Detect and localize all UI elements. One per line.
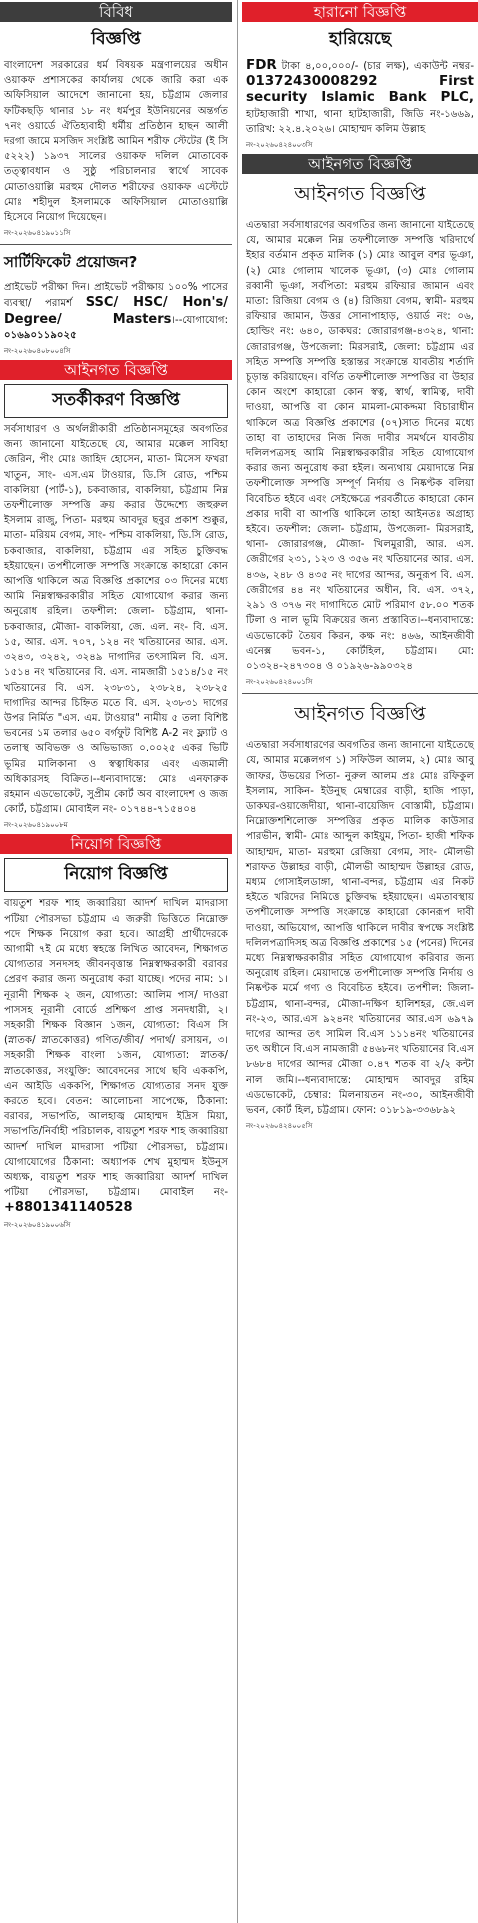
bank-name: First security Islamic Bank PLC, [246,73,474,106]
section-header-job: নিয়োগ বিজ্ঞপ্তি [0,834,232,854]
account-label: একাউন্ট নম্বর- [414,61,474,72]
job-notice [0,834,232,1230]
notice-body: এতদ্বারা সর্বসাধারণের অবগতির জন্য জানানো যাইতেছে যে, আমার মক্কেল নিম্ন তফশীলোক্ত সম্পত্তি খরিদার্থে ইহার বর্তমান প্রকৃত মালিক (১) মোঃ আবুল বশর ভূঞা, (২) মোঃ গোলাম খালেক ভূঞা, (৩) মোঃ গোলাম রব্বানী ভূঞা, সর্বপিতা: মরহুম রফিয়ার জামান এবং মাতা: রিজিয়া বেগম ও (৪) রিজিয়া বেগম, স্বামী- মরহুম রফিয়ার জামান, উত্তর সোনাপাহাড়, ওয়ার্ড নং: ০৬, হোল্ডিং নং: ৬৪০, ডাকঘর: জোরারগঞ্জ-৪৩২৪, থানা: জোরারগঞ্জ, উপজেলা: মিরসরাই, জেলা: চট্টগ্রাম এর সহিত সম্পত্তি সম্পত্তি হস্তান্তর সংক্রান্তে যাবতীয় শর্তাদি চূড়ান্ত করিয়াছেন। বর্ণিত তফশীলোক্ত সম্পত্তির বা উহার কোন অংশে কাহারো কোন স্বত্ব, স্বার্থ, স্বামিত্ব, দাবী দাওয়া, আপত্তি বা কোন মামলা-মোকদ্দমা বিচারাধীন থাকিলে অত্র বিজ্ঞপ্তি প্রকাশের (০৭)সাত দিনের মধ্যে তাহা বা তাহাদের নিজ নিজ দাবীর সমর্থনে যাবতীয় দলিলপত্রসহ আমি নিম্নস্বাক্ষরকারীর সহিত যোগাযোগ করার জন্য অনুরোধ করা হইল। অন্যথায় মেয়াদান্তে নিম্ন তফশীলোক্ত সম্পত্তি সম্পূর্ণ নির্দায় ও নিষ্কণ্টক বলিয়া বিবেচিত হইবে এবং সেইক্ষেত্রে পরবর্তীতে কাহারো কোন প্রকার দাবী বা আপত্তি থাকিলে তাহা আইনতঃ অগ্রাহ্য হইবে। তফশীল: জেলা- চট্টগ্রাম, উপজেলা- মিরসরাই, থানা- জোরারগঞ্জ, মৌজা- খিলমুরারী, আর. এস. জেরীগের ২৩১, ১২৩ ও ৩৫৬ নং খতিয়ানের আর. এস. ৪৩৬, ২৪৮ ও ৪৩৫ নং দাগের আন্দর, অনুরূপ বি. এস. জেরীগের ৪৪ নং খতিয়ানের অধীন, বি. এস. ৩৭২, ২৯১ ও ৩৭৬ নং দাগাদিতে মোট পরিমাণ ৫৮.০০ শতক টিলা ও নাল ভূমি বিক্রয়ের জন্য প্রস্তাবিত।--ধন্যবাদান্তে: এডভোকেট তৈয়ব কিরন, কক্ষ নং: ৪৬৬, আইনজীবী এনেক্স ভবন-১, কোর্টহিল, চট্টগ্রাম। মো: ০১৩২৪-২৪৭৩০৪ ও ০১৯২৬-৯৯০৩২৪ [246,220,474,672]
job-text: বায়তুশ শরফ শাহ জব্বারিয়া আদর্শ দাখিল মাদরাসা পটিয়া পৌরসভা চট্টগ্রাম এ জরুরী ভিত্তিতে নিম্নোক্ত পদে শিক্ষক নিয়োগ করা হবে। আগ্রহী প্রার্থীদেরকে আগামী ৭ই মে মধ্যে স্বহস্তে লিখিত আবেদন, শিক্ষাগত যোগ্যতার সনদসহ জীবনবৃত্তান্ত নিম্নস্বাক্ষরকারী বরাবর প্রেরণ করার জন্য অনুরোধ করা যাচ্ছে। পদের নাম: ১। নূরানী শিক্ষক ২ জন, যোগ্যতা: আলিম পাস/ দাওরা পাসসহ নূরানী বোর্ডে প্রশিক্ষণ প্রাপ্ত সনদধারী, ২। সহকারী শিক্ষক বিজ্ঞান ১জন, যোগ্যতা: বিএস সি (স্নাতক/ স্নাতকোত্তর) গণিত/জীব/ পদার্থ/ রসায়ন, ৩। সহকারী শিক্ষক বাংলা ১জন, যোগ্যতা: স্নাতক/ স্নাতকোত্তর, সংযুক্তি: আবেদনের সাথে ছবি এককপি, এন আইডি এককপি, শিক্ষাগত যোগ্যতার সনদ যুক্ত করতে হবে। বেতন: আলোচনা সাপেক্ষে, ঠিকানা: বরাবর, সভাপতি, আলহাজ্ব মোহাম্মদ ইদ্রিস মিয়া, সভাপতি/নির্বাহী পরিচালক, বায়তুশ শরফ শাহ জব্বারিয়া আদর্শ দাখিল মাদরাসা পটিয়া পৌরসভা, চট্টগ্রাম। যোগাযোগের ঠিকানা: অধ্যাপক শেখ মুহাম্মদ ইউনুস অধ্যক্ষ, বায়তুশ শরফ শাহ জব্বারিয়া আদর্শ দাখিল পটিয়া পৌরসভা, চট্টগ্রাম। মোবাইল নং- [4,898,228,1199]
certificate-ad [0,251,232,357]
section-header-misc: বিবিধ [0,2,232,22]
legal-notice-2 [242,700,478,1132]
notice-ref: নং-২০২৬০৪১৯০০৬সি [4,1220,71,1229]
ad-title: সার্টিফিকেট প্রয়োজন? [4,253,138,272]
left-column [0,0,232,1234]
notice-ref: নং-২০২৬০৪১৯০০৮ম [4,821,68,830]
legal-warning-notice [0,360,232,831]
notice-title: আইনগত বিজ্ঞপ্তি [294,183,426,206]
section-header-legal: আইনগত বিজ্ঞপ্তি [0,360,232,380]
contact-label: ।--যোগাযোগ: [171,314,228,326]
phone-number: +8801341140528 [4,1200,133,1216]
lost-details: হাটহাজারী শাখা, থানা হাটহাজারী, জিডি নং-১৬৬৯, তারিখ: ২২.৪.২০২৬। মোহাম্মদ কলিম উল্লাহ [246,108,474,135]
notice-body [246,58,474,137]
notice-title: সতর্কীকরণ বিজ্ঞপ্তি [4,384,228,418]
fdr-label: FDR [246,57,277,73]
notice-title: হারিয়েছে [328,29,392,49]
notice-title: নিয়োগ বিজ্ঞপ্তি [4,858,228,892]
notice-title: আইনগত বিজ্ঞপ্তি [294,703,426,726]
notice-title: বিজ্ঞপ্তি [91,29,141,49]
notice-body: এতদ্বারা সর্বসাধারণের অবগতির জন্য জানানো যাইতেছে যে, আমার মক্কেলগণ ১) সফিউল আলম, ২) মোঃ আবু জাফর, উভয়ের পিতা- নুরুল আলম প্রঃ মোঃ রফিকুল ইসলাম, সাকিন- ইউনুছ মেম্বারের বাড়ী, হাজি পাড়া, ডাকঘর-ওয়াজেদীয়া, থানা-বায়েজিদ বোস্তামী, চট্টগ্রাম। নিম্নোক্তশশিলোক্ত সম্পত্তির প্রকৃত মালিক কাউসার পারভীন, স্বামী- মোঃ আব্দুল কাইয়ুম, পিতা- হাজী শফিক আহাম্মদ, মাতা- মরহুমা রেজিয়া বেগম, সাং- মৌলভী শরাফত উল্লাহর বাড়ী, মৌলভী আহাম্মদ উল্লাহর রোড, মধ্যম গোসাইলডাঙ্গা, থানা-বন্দর, চট্টগ্রাম এর নিকট হইতে খরিদের নিমিত্তে চুক্তিবদ্ধ হইয়াছেন। এমতাবস্থায় তপশীলোক্ত সম্পত্তি সংক্রান্তে কাহারো কোনরূপ দাবী দাওয়া, অভিযোগ, আপত্তি থাকিলে দাবীর স্বপক্ষে সংশ্লিষ্ট দলিলপত্রাদিসহ অত্র বিজ্ঞপ্তি প্রকাশের ১৫ (পনের) দিনের মধ্যে নিম্নস্বাক্ষরকারীর সহিত যোগাযোগ করিবার জন্য অনুরোধ রহিল। মেয়াদান্তে তপশীলোক্ত সম্পত্তি নির্দায় ও নিষ্কণ্টক মর্মে গণ্য ও বিবেচিত হইবে। তপশীল: জিলা- চট্টগ্রাম, থানা-বন্দর, মৌজা-দক্ষিণ হালিশহর, জে.এল নং-২৩, আর.এস ৯২৪নং খতিয়ানের আর.এস ৬৯৭৯ দাগের আন্দর তৎ সামিল বি.এস ১১১৪নং খতিয়ানের তৎ অধীনে বি.এস নামজারী ৫৪৬৮নং খতিয়ানের বি.এস ৮৬৮৪ দাগের আন্দর মৌজা ০.৪৭ শতক বা ২/২ কন্টা নাল জমি।--ধন্যবাদান্তে: মোহাম্মদ আবদুর রহিম এডভোকেট, চেম্বার: মিলনায়তন নং-৩০, আইনজীবী ভবন, কোর্ট হিল, চট্টগ্রাম। ফোন: ০১৮১৯-৩৩৬৮৯২ [246,740,474,1116]
lost-notice [242,2,478,151]
account-number: 01372430008292 [246,73,378,90]
separator [0,244,232,245]
ad-body [4,280,228,343]
separator [242,693,478,694]
notice-ref: নং-২০২৬০৪০৮০০৪সি [4,347,71,356]
notice-body: সর্বসাধারণ ও অর্থলগ্নীকারী প্রতিষ্ঠানসমূহের অবগতির জন্য জানানো যাইতেছে যে, আমার মক্কেল সাবিহা জেরিন, পীং মোঃ জাহিদ হোসেন, মাতা- মিসেস ফখরা খাতুন, সাং- এস.এম টাওয়ার, ডি.সি রোড, পশ্চিম বাকলিয়া (পার্ট-১), চকবাজার, বাকলিয়া, চট্টগ্রাম নিম্ন তফশীলোক্ত সম্পত্তি ক্রয় করার উদ্দেশ্যে জহুরুল ইসলাম রাজু, পিতা- মরহুম আবদুর ছবুর প্রকাশ শুক্কুর, মাতা- মরিয়ম বেগম, সাং- পশ্চিম বাকলিয়া, ডি.সি রোড, চকবাজার, বাকলিয়া, চট্টগ্রাম এর সহিত চুক্তিবদ্ধ হইয়াছেন। তপশীলোক্ত সম্পত্তি সংক্রান্তে কাহারো কোন আপত্তি থাকিলে অত্র বিজ্ঞপ্তি প্রকাশের ০৩ দিনের মধ্যে আমি নিম্নস্বাক্ষরকারীর সহিত যোগাযোগ করার জন্য অনুরোধ রহিল। তফশীল: জেলা- চট্টগ্রাম, থানা- চকবাজার, মৌজা- বাকলিয়া, জে. এল. নং- বি. এস. ১৫, আর. এস. ৭০৭, ১২৪ নং খতিয়ানের আর. এস. ৩২৪৩, ৩২৪২, ৩২৪৯ দাগাদির তৎসামিল বি. এস. ১৫১৪ নং খতিয়ানের বি. এস. নামজারী ১৫১৪/১৫ নং খতিয়ানের বি. এস. ২৩৮৩১, ২৩৮২৪, ২৩৮২৫ দাগাদির আন্দর চিহ্নিত মতে বি. এস. ২৩৮৩১ দাগের উপর নির্মিত "এস. এম. টাওয়ার" নামীয় ৫ তলা বিশিষ্ট ভবনের ১ম তলার ৬৫০ বর্গফুট বিশিষ্ট A-2 নং ফ্ল্যাট ও তলাস্থ অবিভক্ত ও অভিভাজ্য ০.০০২৫ একর ভিটি ভূমির মালিকানা ও স্বত্বাধিকার এবং এজমালী অধিকারসহ বিক্রিত।--ধন্যবাদান্তে: মোঃ এনফারুক রহমান এডভোকেট, সুপ্রীম কোর্ট অব বাংলাদেশ ও জজ কোর্ট, চট্টগ্রাম। মোবাইল নং- ০১৭৪৪-৭১৫৪০৪ [4,424,228,816]
section-header-legal: আইনগত বিজ্ঞপ্তি [242,154,478,174]
exam-list: SSC/ HSC/ Hon's/ Degree/ Masters [4,295,228,327]
legal-notice-1 [242,154,478,688]
column-divider [237,0,238,1923]
misc-notice [0,2,232,239]
phone-number: ০১৬৯০১১৯০২৫ [4,329,77,341]
notice-ref: নং-২০২৬০৪২৪০০১সি [246,678,313,687]
amount: টাকা ৪,০০,০০০/- (চার লক্ষ), [281,61,410,72]
right-column [242,0,478,1135]
notice-ref: নং-২০২৬০৪২৪০০৩সি [246,141,313,150]
notice-ref: নং-২০২৬০৪১৯০১১সি [4,229,71,238]
notice-ref: নং-২০২৬০৪২৪০০৫সি [246,1122,313,1131]
ad-text: প্রাইভেট পরীক্ষা দিন। প্রাইভেট পরীক্ষায় ১০০% পাসের ব্যবস্থা/ পরামর্শ [4,282,228,310]
section-header-lost: হারানো বিজ্ঞপ্তি [242,2,478,22]
notice-body [4,896,228,1216]
notice-body: বাংলাদেশ সরকারের ধর্ম বিষয়ক মন্ত্রণালয়ের অধীন ওয়াকফ প্রশাসকের কার্যালয় থেকে জারি করা এক অফিসিয়াল আদেশে জানানো হয়, চট্টগ্রাম জেলার ফটিকছড়ি থানার ১৮ নং ধর্মপুর ইউনিয়নের অন্তর্গত ৭নং ওয়ার্ডে ঐতিহ্যবাহী ধর্মীয় প্রতিষ্ঠান হাছন আলী দরগা জামে মসজিদ সংশ্লিষ্ট আমিন শরীফ স্টেটের (ই সি ৫২২২) ১৯৩৭ সালের ওয়াকফ দলিল মোতাবেক তত্ত্বাবধান ও সুষ্ঠু পরিচালনার স্বার্থে সাবেক মোতাওয়াল্লি মরহুম দৌলত শরীফের ওয়াকফ এস্টেটে মোঃ শহীদুল ইসলামকে অফিসিয়াল মোতাওয়াল্লি হিসেবে নিয়োগ দিয়েছেন। [4,60,228,224]
